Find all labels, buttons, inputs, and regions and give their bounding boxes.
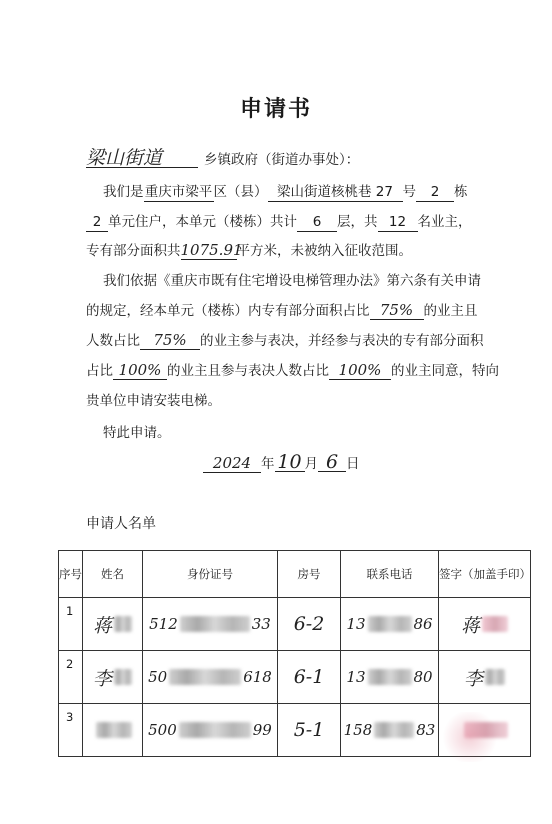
addressee-suffix: 乡镇政府（街道办事处）： — [204, 152, 360, 168]
redacted-block — [374, 722, 414, 738]
phone-end: 83 — [416, 721, 436, 739]
table-header-row — [59, 551, 531, 598]
phone-start: 13 — [346, 615, 366, 633]
area-suffix: 平方米，未被纳入征收范围。 — [236, 243, 412, 259]
area-ratio-field: 75% — [370, 302, 424, 320]
paragraph1-line2 — [86, 213, 472, 232]
area-field: 1075.91 — [180, 241, 243, 259]
redacted-block — [114, 616, 132, 632]
paragraph2-line1: 我们依据《重庆市既有住宅增设电梯管理办法》第六条有关申请 — [103, 273, 481, 289]
row-signature — [439, 651, 531, 704]
floors-field: 6 — [297, 214, 337, 232]
row-name — [83, 598, 143, 651]
date-line — [203, 451, 360, 473]
table-row — [59, 598, 531, 651]
row-name — [83, 704, 143, 757]
people-ratio-field: 75% — [140, 332, 200, 350]
row-name — [83, 651, 143, 704]
row-phone — [341, 598, 439, 651]
fingerprint-stain — [440, 712, 500, 762]
date-year: 2024 — [203, 455, 261, 473]
redacted-block — [368, 669, 412, 685]
signature-text: 李 — [463, 667, 483, 690]
row-id — [143, 651, 278, 704]
row-room — [278, 651, 341, 704]
phone-start: 158 — [343, 721, 373, 739]
unit-text: 单元住户，本单元（楼栋）共计 — [108, 214, 297, 230]
row-signature — [439, 598, 531, 651]
table-row — [59, 651, 531, 704]
id-start: 50 — [148, 668, 168, 686]
row-id — [143, 704, 278, 757]
signature-text: 蒋 — [460, 614, 480, 637]
id-start: 500 — [148, 721, 177, 739]
redacted-block — [180, 616, 250, 632]
redacted-block — [114, 669, 132, 685]
agree-area-ratio-field: 100% — [113, 362, 167, 380]
roster-title: 申请人名单 — [86, 516, 156, 532]
redacted-block — [482, 616, 508, 632]
month-label: 月 — [304, 456, 318, 472]
building-no-field: 2 — [416, 184, 454, 202]
unit-no-field: 2 — [86, 214, 108, 232]
row-room — [278, 598, 341, 651]
owners-text: 名业主， — [417, 214, 472, 230]
id-start: 512 — [149, 615, 178, 633]
line4-suffix: 的业主同意，特向 — [391, 363, 499, 379]
day-label: 日 — [346, 456, 360, 472]
paragraph2-line3 — [86, 332, 484, 350]
area-prefix: 专有部分面积共 — [86, 243, 181, 259]
name-text: 李 — [92, 667, 112, 690]
room-text: 6-2 — [293, 613, 325, 635]
header-no: 序号 — [59, 551, 83, 598]
year-label: 年 — [261, 456, 275, 472]
room-text: 6-1 — [293, 666, 325, 688]
city-field: 重庆市梁平 — [144, 184, 213, 200]
id-end: 618 — [243, 668, 272, 686]
row-no: 1 — [59, 598, 83, 651]
owners-field: 12 — [378, 214, 418, 232]
redacted-block — [179, 722, 251, 738]
paragraph2-line2 — [86, 302, 478, 320]
phone-end: 86 — [413, 615, 433, 633]
redacted-block — [368, 616, 412, 632]
district-label: 区（县） — [213, 184, 268, 200]
addressee-line — [86, 147, 360, 169]
redacted-block — [169, 669, 241, 685]
street-field: 梁山街道核桃巷 27 — [268, 184, 403, 202]
paragraph2-line5: 贵单位申请安装电梯。 — [86, 393, 221, 409]
closing-text: 特此申请。 — [103, 425, 171, 441]
header-id: 身份证号 — [143, 551, 278, 598]
paragraph1-line1 — [103, 183, 468, 202]
id-end: 33 — [251, 615, 271, 633]
row-id — [143, 598, 278, 651]
name-text: 蒋 — [92, 614, 112, 637]
agree-people-ratio-field: 100% — [329, 362, 391, 380]
header-room: 房号 — [278, 551, 341, 598]
header-name: 姓名 — [83, 551, 143, 598]
line4-prefix: 占比 — [86, 363, 113, 379]
paragraph1-line3 — [86, 242, 412, 260]
row-phone — [341, 704, 439, 757]
id-end: 99 — [252, 721, 272, 739]
row-no: 2 — [59, 651, 83, 704]
house-label: 号 — [402, 184, 416, 200]
line3-prefix: 人数占比 — [86, 333, 140, 349]
redacted-block — [96, 722, 132, 738]
intro-text: 我们是 — [103, 184, 144, 200]
header-phone: 联系电话 — [341, 551, 439, 598]
date-day: 6 — [318, 454, 346, 472]
phone-end: 80 — [413, 668, 433, 686]
line2-prefix: 的规定，经本单元（楼栋）内专有部分面积占比 — [86, 303, 370, 319]
room-text: 5-1 — [293, 719, 325, 741]
addressee-handwritten: 梁山街道 — [86, 150, 198, 168]
floors-text: 层，共 — [337, 214, 378, 230]
line3-suffix: 的业主参与表决，并经参与表决的专有部分面积 — [200, 333, 484, 349]
building-label: 栋 — [454, 184, 468, 200]
line2-suffix: 的业主且 — [423, 303, 478, 319]
row-phone — [341, 651, 439, 704]
redacted-block — [485, 669, 505, 685]
row-room — [278, 704, 341, 757]
phone-start: 13 — [346, 668, 366, 686]
date-month: 10 — [275, 454, 305, 472]
paragraph2-line4 — [86, 362, 499, 380]
row-no: 3 — [59, 704, 83, 757]
line4-mid: 的业主且参与表决人数占比 — [167, 363, 329, 379]
header-signature: 签字（加盖手印） — [439, 551, 531, 598]
document-title: 申请书 — [239, 97, 312, 122]
